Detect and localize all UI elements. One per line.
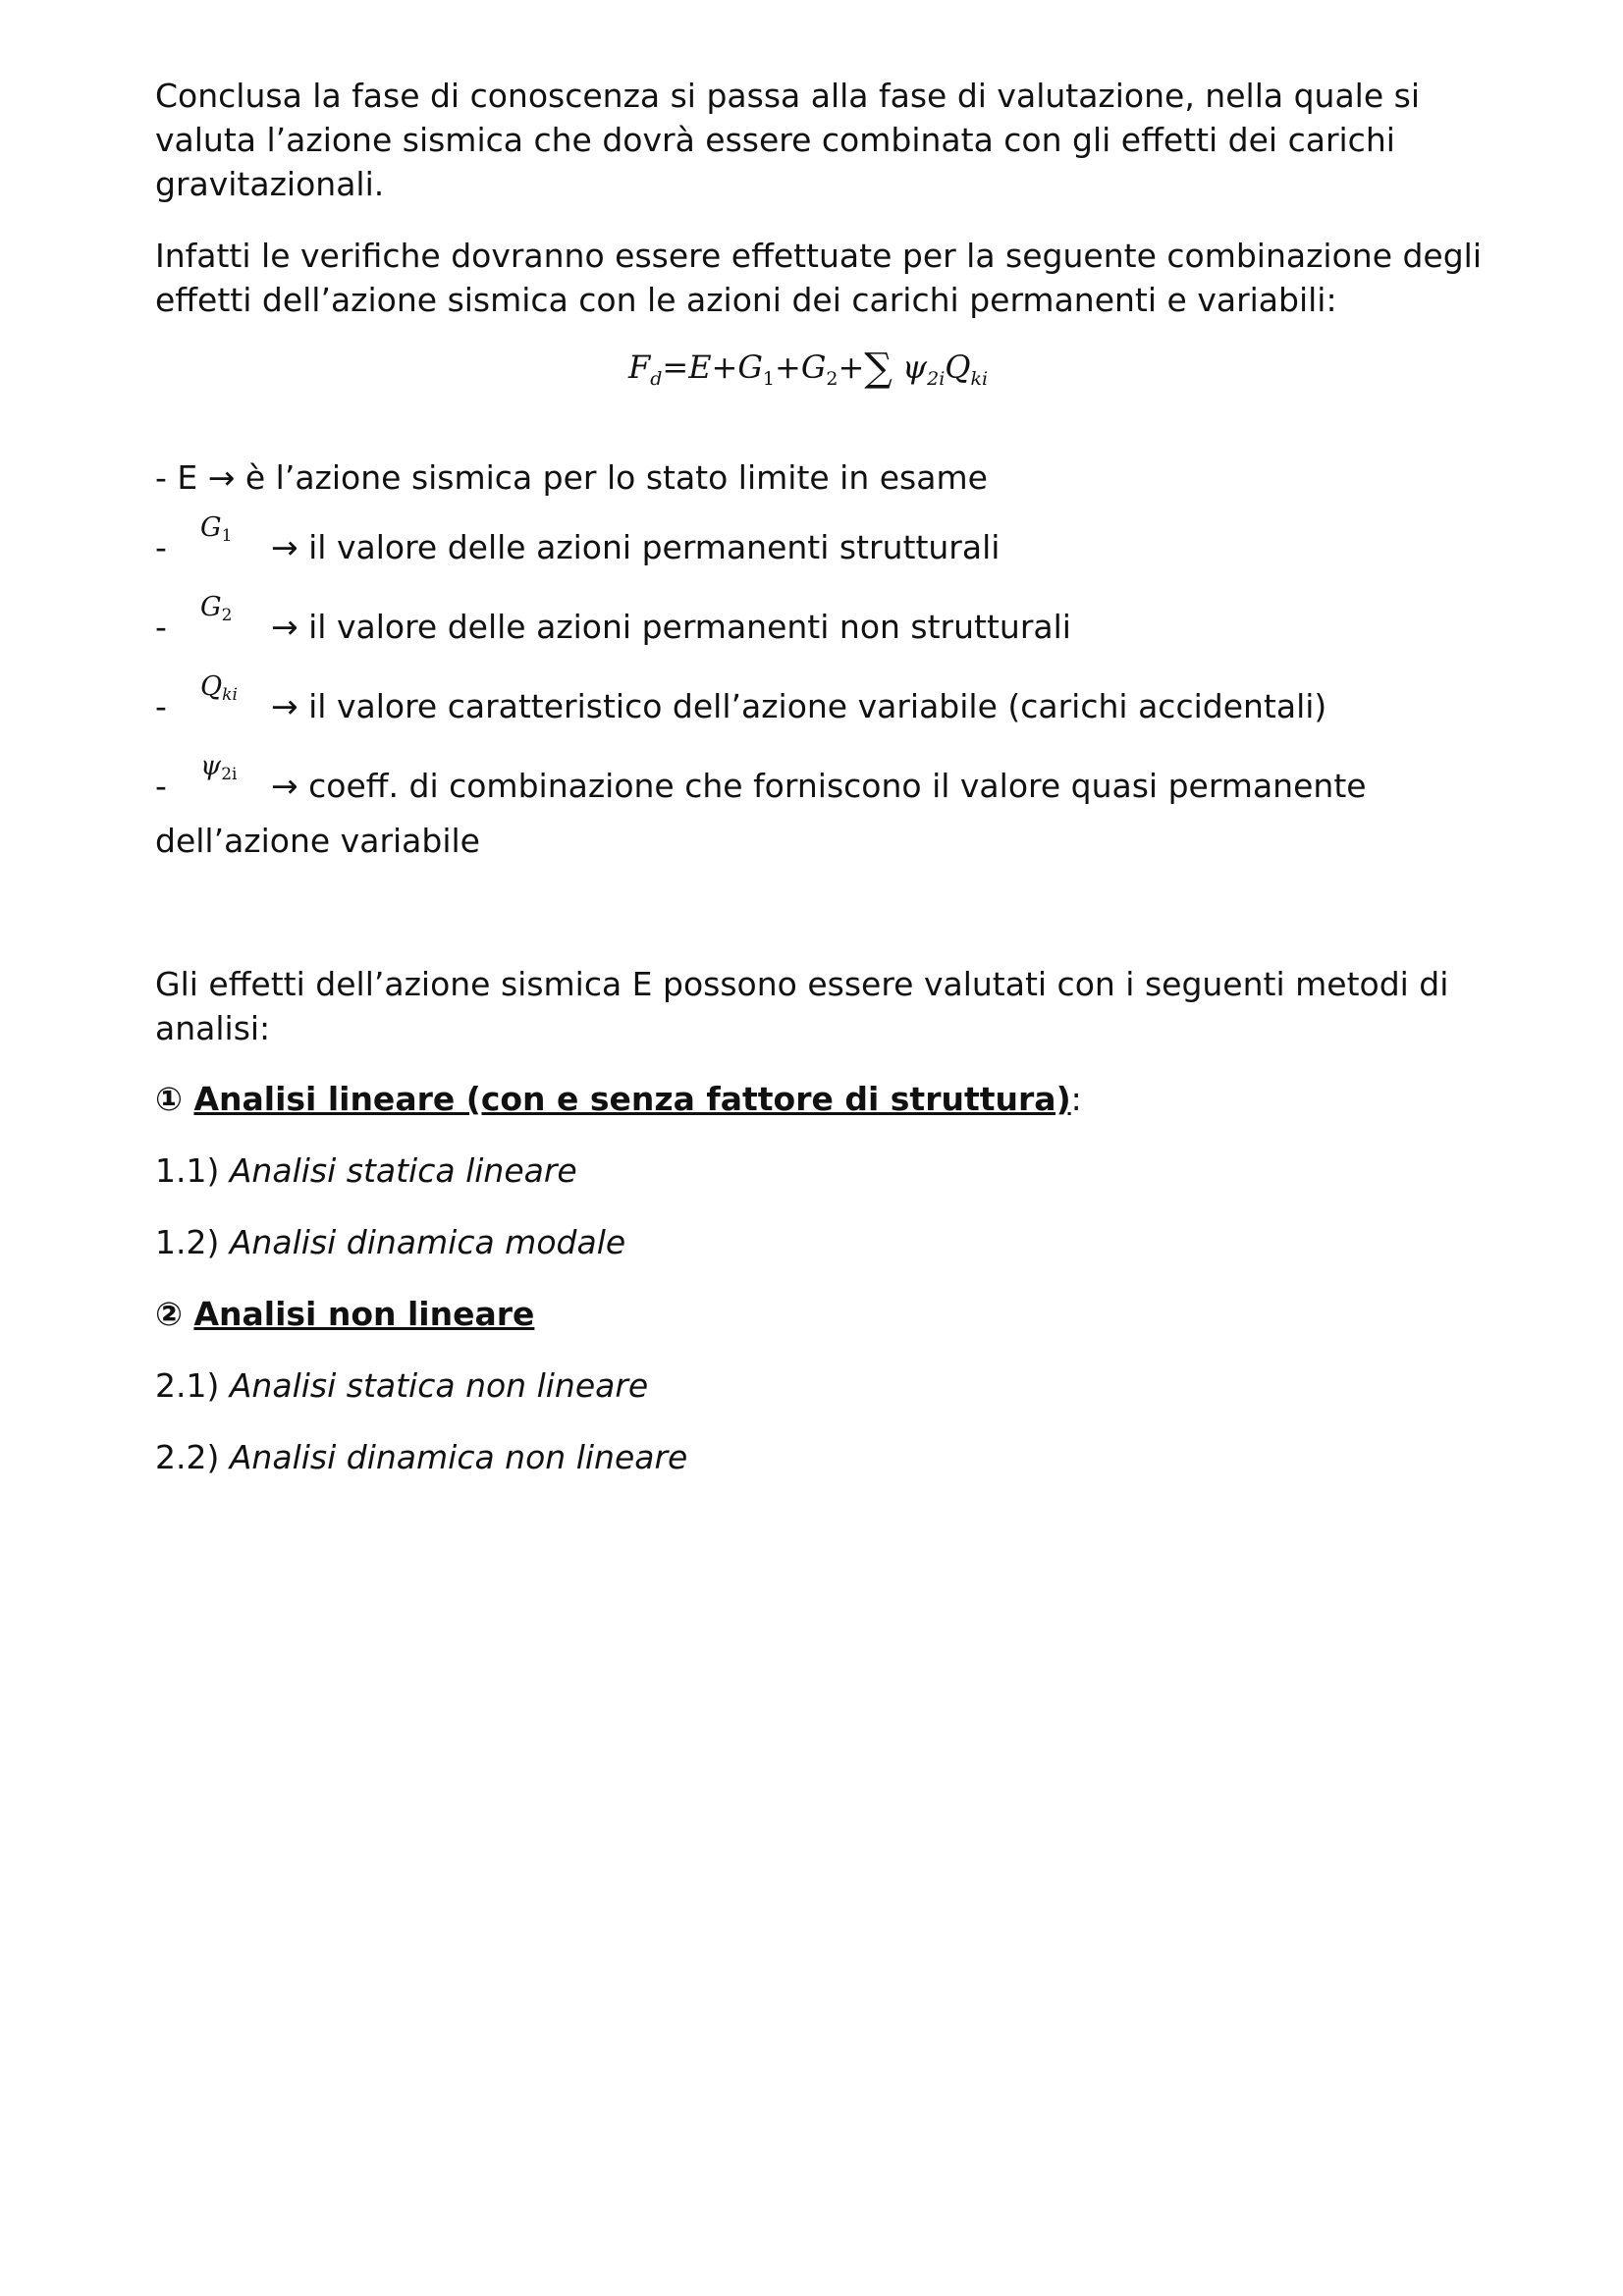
formula-sum: ∑ (864, 346, 893, 391)
definition-g1-text: → il valore delle azioni permanenti strutturali (271, 528, 1001, 566)
formula-psi-sub: 2i (927, 368, 946, 390)
formula-plus-2: + (838, 348, 865, 386)
definition-g1 (155, 506, 1490, 564)
definition-g2-text: → il valore delle azioni permanenti non strutturali (271, 608, 1071, 646)
formula-q-sub: ki (970, 368, 989, 390)
formula-plus-1: + (775, 348, 801, 386)
formula-g2-sub: 2 (826, 368, 839, 390)
formula-psi: ψ (902, 348, 928, 386)
formula-f: F (628, 348, 651, 386)
formula-g2: G (800, 348, 827, 386)
definition-qki (155, 665, 1490, 723)
method-title: Analisi dinamica modale (229, 1223, 626, 1261)
definition-dash: - (155, 528, 167, 566)
symbol-g2: $G_2$ (200, 592, 233, 625)
section-heading-linear (155, 1077, 1082, 1121)
method-number: 1.1) (155, 1151, 220, 1190)
marker-1: ① (155, 1080, 183, 1118)
definition-g2 (155, 585, 1490, 644)
intro-paragraph-1: Conclusa la fase di conoscenza si passa alla fase di valutazione, nella quale si valuta l’azione sismica che dovrà essere combinata con gli effetti dei carichi gravitazionali. (155, 77, 1420, 203)
definition-dash: - (155, 687, 167, 725)
section-heading-nonlinear (155, 1292, 534, 1336)
methods-intro: Gli effetti dell’azione sismica E possono essere valutati con i seguenti metodi di analisi: (155, 965, 1449, 1047)
method-2-1 (155, 1363, 648, 1408)
method-number: 2.1) (155, 1366, 220, 1405)
definition-psi (155, 744, 1490, 803)
combination-formula (628, 346, 988, 404)
method-title: Analisi statica lineare (229, 1151, 577, 1190)
intro-paragraph-2: Infatti le verifiche dovranno essere effettuate per la seguente combinazione degli effetti dell’azione sismica con le azioni dei carichi permanenti e variabili: (155, 237, 1483, 319)
section-colon: : (1070, 1080, 1082, 1118)
symbol-g1: $G_1$ (200, 512, 233, 546)
formula-g1: G (737, 348, 763, 386)
marker-2: ② (155, 1295, 183, 1333)
symbol-qki: $Q_{ki}$ (200, 671, 238, 705)
method-number: 1.2) (155, 1223, 220, 1261)
definition-dash: - (155, 767, 167, 805)
definition-e: - E → è l’azione sismica per lo stato limite in esame (155, 458, 988, 497)
section-title-nonlinear: Analisi non lineare (193, 1295, 535, 1333)
definition-qki-text: → il valore caratteristico dell’azione variabile (carichi accidentali) (271, 687, 1327, 725)
method-number: 2.2) (155, 1438, 220, 1476)
formula-eq: =E+ (662, 348, 738, 386)
formula-g1-sub: 1 (762, 368, 776, 390)
section-title-linear: Analisi lineare (con e senza fattore di struttura) (193, 1080, 1071, 1118)
method-1-1 (155, 1148, 577, 1193)
method-1-2 (155, 1220, 625, 1264)
method-title: Analisi dinamica non lineare (229, 1438, 688, 1476)
formula-f-sub: d (650, 368, 663, 390)
method-title: Analisi statica non lineare (229, 1366, 649, 1405)
symbol-psi: $\psi_{2i}$ (200, 751, 238, 784)
method-2-2 (155, 1435, 687, 1479)
formula-q: Q (945, 348, 971, 386)
definition-dash: - (155, 608, 167, 646)
definition-psi-text: → coeff. di combinazione che forniscono il valore quasi permanente (271, 767, 1367, 805)
definition-continuation: dell’azione variabile (155, 822, 480, 860)
